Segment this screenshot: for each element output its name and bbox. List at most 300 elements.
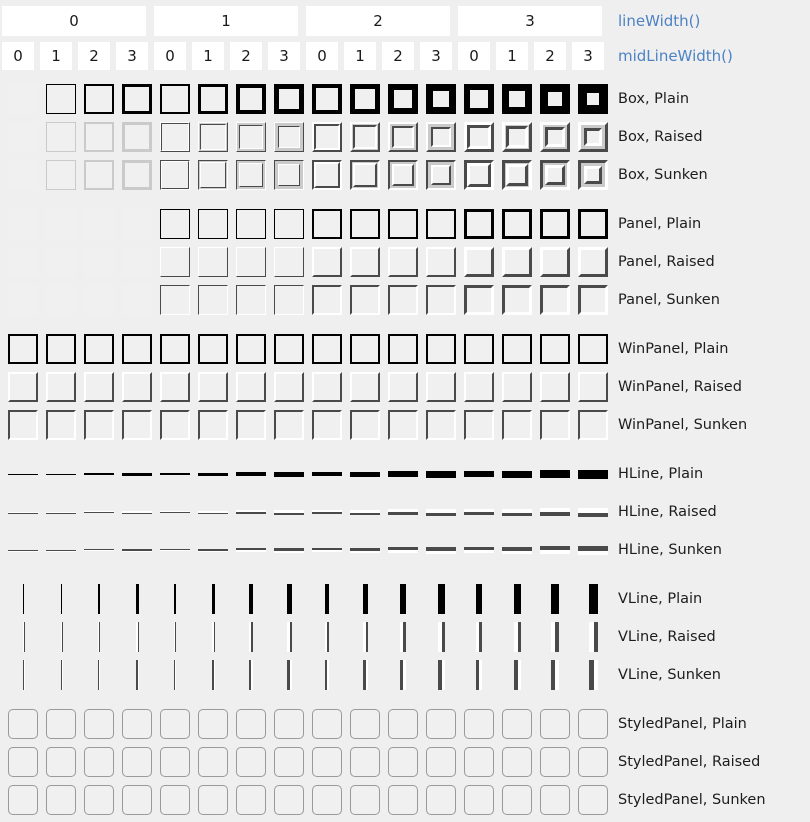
frame-cell bbox=[42, 455, 80, 493]
frame-vline-plain bbox=[160, 584, 190, 614]
vline-right-bevel bbox=[442, 660, 445, 690]
frame-cell bbox=[4, 80, 42, 118]
box-mid-line bbox=[84, 122, 114, 152]
frame-cell bbox=[498, 118, 536, 156]
hline-bottom-bevel bbox=[122, 513, 152, 514]
frame-cell bbox=[308, 493, 346, 531]
frame-panel-raised bbox=[46, 372, 76, 402]
frame-cell bbox=[232, 618, 270, 656]
vline-right-bevel bbox=[99, 622, 100, 652]
frame-cell bbox=[574, 531, 612, 569]
frame-cell bbox=[384, 531, 422, 569]
frame-box-plain bbox=[578, 84, 608, 114]
mid-line-width-cell: 3 bbox=[116, 42, 148, 70]
frame-box-sunken bbox=[464, 160, 494, 190]
frame-box-plain bbox=[464, 84, 494, 114]
hline-bottom-bevel bbox=[578, 513, 608, 517]
frame-styledpanel-sunken bbox=[464, 785, 494, 815]
mid-line-width-header-label: midLineWidth() bbox=[618, 47, 733, 65]
frame-cell bbox=[232, 406, 270, 444]
mid-line-width-cell: 1 bbox=[344, 42, 376, 70]
frame-cell bbox=[498, 531, 536, 569]
vline-plain bbox=[551, 584, 559, 614]
frame-cell bbox=[498, 243, 536, 281]
frame-panel-sunken bbox=[198, 410, 228, 440]
frame-cell bbox=[156, 781, 194, 819]
bevel-ring bbox=[506, 126, 528, 148]
frame-cell bbox=[574, 281, 612, 319]
frame-panel-plain bbox=[198, 334, 228, 364]
hline-bottom-bevel bbox=[8, 513, 38, 514]
frame-cell bbox=[574, 705, 612, 743]
hline-bottom-bevel bbox=[84, 512, 114, 513]
frame-styledpanel-plain bbox=[312, 709, 342, 739]
frame-vline-raised bbox=[426, 622, 456, 652]
frame-hline-sunken bbox=[350, 535, 380, 565]
frame-styledpanel-plain bbox=[388, 709, 418, 739]
frame-cell bbox=[308, 330, 346, 368]
frame-styledpanel-plain bbox=[198, 709, 228, 739]
frame-panel-sunken bbox=[198, 285, 228, 315]
frame-cell bbox=[384, 705, 422, 743]
frame-cell bbox=[422, 743, 460, 781]
frame-panel-sunken bbox=[540, 285, 570, 315]
frame-vline-raised bbox=[274, 622, 304, 652]
frame-cell bbox=[346, 368, 384, 406]
frame-panel-raised bbox=[46, 247, 76, 277]
frame-cell bbox=[498, 493, 536, 531]
frame-cell bbox=[80, 243, 118, 281]
frame-cell bbox=[156, 281, 194, 319]
frame-panel-plain bbox=[540, 209, 570, 239]
vline-right-bevel bbox=[594, 660, 598, 690]
frame-panel-sunken bbox=[426, 410, 456, 440]
frame-cell bbox=[270, 493, 308, 531]
frame-cell bbox=[536, 531, 574, 569]
vline-plain bbox=[476, 584, 482, 614]
frame-cell bbox=[346, 80, 384, 118]
frame-styledpanel-plain bbox=[578, 709, 608, 739]
frame-cell bbox=[118, 243, 156, 281]
frame-cell bbox=[4, 243, 42, 281]
vline-right-bevel bbox=[403, 622, 406, 652]
vline-right-bevel bbox=[175, 660, 176, 690]
hline-plain bbox=[160, 473, 190, 475]
frame-cell bbox=[422, 281, 460, 319]
row-label-hline-sunken: HLine, Sunken bbox=[618, 542, 722, 558]
frame-cell bbox=[232, 455, 270, 493]
frame-box-raised bbox=[502, 122, 532, 152]
frame-cell bbox=[270, 205, 308, 243]
frame-cell bbox=[118, 580, 156, 618]
frame-cell bbox=[270, 531, 308, 569]
frame-cell bbox=[194, 80, 232, 118]
hline-bottom-bevel bbox=[540, 512, 570, 516]
frame-vline-raised bbox=[388, 622, 418, 652]
frame-styledpanel-sunken bbox=[502, 785, 532, 815]
frame-vline-plain bbox=[312, 584, 342, 614]
frame-hline-sunken bbox=[312, 535, 342, 565]
frame-cell bbox=[536, 156, 574, 194]
frame-cell bbox=[194, 705, 232, 743]
frame-box-plain bbox=[8, 84, 38, 114]
frame-cell bbox=[308, 406, 346, 444]
frame-styledpanel-plain bbox=[502, 709, 532, 739]
frame-cell bbox=[574, 618, 612, 656]
row-label-panel-plain: Panel, Plain bbox=[618, 216, 702, 232]
frame-styledpanel-raised bbox=[502, 747, 532, 777]
frame-cell bbox=[80, 368, 118, 406]
vline-right-bevel bbox=[290, 660, 292, 690]
frame-cell bbox=[232, 493, 270, 531]
mid-line-width-cell: 1 bbox=[192, 42, 224, 70]
frame-vline-sunken bbox=[426, 660, 456, 690]
frame-cell bbox=[270, 743, 308, 781]
frame-cell bbox=[536, 580, 574, 618]
frame-cell bbox=[80, 118, 118, 156]
frame-cell bbox=[156, 656, 194, 694]
frame-cell bbox=[4, 118, 42, 156]
frame-cell bbox=[42, 493, 80, 531]
frame-cell bbox=[118, 156, 156, 194]
frame-cell bbox=[308, 580, 346, 618]
frame-box-plain bbox=[46, 84, 76, 114]
vline-plain bbox=[438, 584, 445, 614]
frame-cell bbox=[156, 455, 194, 493]
frame-cell bbox=[232, 80, 270, 118]
frame-cell bbox=[156, 493, 194, 531]
frame-cell bbox=[460, 80, 498, 118]
frame-vline-raised bbox=[236, 622, 266, 652]
frame-cell bbox=[270, 455, 308, 493]
frame-hline-sunken bbox=[160, 535, 190, 565]
frame-cell bbox=[118, 781, 156, 819]
frame-cell bbox=[422, 156, 460, 194]
mid-line-width-cell: 2 bbox=[382, 42, 414, 70]
frame-box-sunken bbox=[426, 160, 456, 190]
frame-cell bbox=[384, 243, 422, 281]
frame-hline-raised bbox=[426, 497, 456, 527]
frame-box-plain bbox=[540, 84, 570, 114]
frame-panel-raised bbox=[8, 247, 38, 277]
hline-bottom-bevel bbox=[426, 513, 456, 516]
frame-cell bbox=[4, 156, 42, 194]
frame-cell bbox=[156, 330, 194, 368]
vline-plain bbox=[174, 584, 176, 614]
frame-box-sunken bbox=[274, 160, 304, 190]
vline-plain bbox=[287, 584, 292, 614]
frame-panel-raised bbox=[312, 372, 342, 402]
frame-cell bbox=[308, 531, 346, 569]
frame-cell bbox=[308, 743, 346, 781]
frame-cell bbox=[194, 493, 232, 531]
frame-cell bbox=[232, 118, 270, 156]
frame-cell bbox=[460, 205, 498, 243]
frame-hline-plain bbox=[8, 459, 38, 489]
frame-panel-raised bbox=[8, 372, 38, 402]
frame-cell bbox=[460, 618, 498, 656]
line-width-group-cell: 2 bbox=[306, 6, 450, 36]
frame-panel-plain bbox=[388, 209, 418, 239]
frame-panel-raised bbox=[388, 372, 418, 402]
frame-cell bbox=[194, 330, 232, 368]
vline-right-bevel bbox=[251, 660, 253, 690]
frame-cell bbox=[42, 330, 80, 368]
hline-bottom-bevel bbox=[350, 513, 380, 515]
vline-right-bevel bbox=[518, 660, 521, 690]
frame-cell bbox=[536, 781, 574, 819]
frame-cell bbox=[460, 743, 498, 781]
mid-line-width-cell: 3 bbox=[420, 42, 452, 70]
frame-styledpanel-sunken bbox=[578, 785, 608, 815]
frame-hline-raised bbox=[274, 497, 304, 527]
vline-plain bbox=[136, 584, 139, 614]
frame-styledpanel-raised bbox=[46, 747, 76, 777]
frame-hline-sunken bbox=[388, 535, 418, 565]
bevel-ring bbox=[200, 162, 226, 188]
frame-styledpanel-raised bbox=[540, 747, 570, 777]
frame-cell bbox=[194, 281, 232, 319]
frame-panel-sunken bbox=[540, 410, 570, 440]
frame-hline-raised bbox=[84, 497, 114, 527]
frame-cell bbox=[384, 330, 422, 368]
frame-box-sunken bbox=[388, 160, 418, 190]
frame-styledpanel-raised bbox=[388, 747, 418, 777]
bevel-ring bbox=[239, 163, 263, 187]
frame-cell bbox=[118, 118, 156, 156]
frame-cell bbox=[460, 330, 498, 368]
frame-panel-raised bbox=[122, 247, 152, 277]
frame-cell bbox=[498, 618, 536, 656]
frame-cell bbox=[42, 243, 80, 281]
frame-vline-raised bbox=[46, 622, 76, 652]
frame-panel-raised bbox=[578, 372, 608, 402]
frame-styledpanel-raised bbox=[160, 747, 190, 777]
frame-cell bbox=[422, 580, 460, 618]
frame-hline-sunken bbox=[8, 535, 38, 565]
frame-panel-plain bbox=[84, 209, 114, 239]
frame-styledpanel-sunken bbox=[426, 785, 456, 815]
frame-cell bbox=[232, 656, 270, 694]
bevel-ring bbox=[467, 125, 491, 149]
frame-cell bbox=[384, 493, 422, 531]
hline-bottom-bevel bbox=[426, 551, 456, 554]
frame-cell bbox=[384, 281, 422, 319]
frame-hline-raised bbox=[388, 497, 418, 527]
vline-right-bevel bbox=[555, 622, 559, 652]
frame-cell bbox=[460, 531, 498, 569]
frame-cell bbox=[4, 281, 42, 319]
frame-hline-plain bbox=[46, 459, 76, 489]
frame-cell bbox=[346, 330, 384, 368]
bevel-ring bbox=[278, 164, 300, 186]
frame-cell bbox=[308, 455, 346, 493]
frame-hline-plain bbox=[198, 459, 228, 489]
frame-panel-sunken bbox=[464, 285, 494, 315]
hline-plain bbox=[350, 472, 380, 477]
frame-box-raised bbox=[274, 122, 304, 152]
frame-cell bbox=[232, 531, 270, 569]
vline-right-bevel bbox=[290, 622, 292, 652]
bevel-ring bbox=[431, 127, 451, 147]
frame-styledpanel-plain bbox=[274, 709, 304, 739]
frame-vline-raised bbox=[578, 622, 608, 652]
frame-cell bbox=[194, 205, 232, 243]
row-label-panel-sunken: Panel, Sunken bbox=[618, 292, 720, 308]
frame-cell bbox=[536, 80, 574, 118]
hline-bottom-bevel bbox=[464, 550, 494, 553]
frame-cell bbox=[498, 281, 536, 319]
frame-vline-sunken bbox=[160, 660, 190, 690]
frame-styledpanel-sunken bbox=[122, 785, 152, 815]
frame-cell bbox=[232, 705, 270, 743]
box-mid-line bbox=[122, 160, 152, 190]
frame-cell bbox=[270, 243, 308, 281]
frame-hline-raised bbox=[578, 497, 608, 527]
mid-line-width-cell: 0 bbox=[2, 42, 34, 70]
bevel-ring bbox=[545, 127, 565, 147]
frame-cell bbox=[308, 705, 346, 743]
frame-cell bbox=[4, 743, 42, 781]
frame-cell bbox=[498, 406, 536, 444]
mid-line-width-cell: 1 bbox=[496, 42, 528, 70]
frame-cell bbox=[232, 281, 270, 319]
frame-cell bbox=[156, 205, 194, 243]
frame-cell bbox=[498, 743, 536, 781]
hline-bottom-bevel bbox=[578, 551, 608, 555]
frame-cell bbox=[498, 330, 536, 368]
frame-vline-sunken bbox=[8, 660, 38, 690]
line-width-group-cell: 3 bbox=[458, 6, 602, 36]
frame-panel-plain bbox=[464, 334, 494, 364]
frame-box-plain bbox=[502, 84, 532, 114]
frame-styledpanel-raised bbox=[464, 747, 494, 777]
row-label-box-plain: Box, Plain bbox=[618, 91, 690, 107]
vline-plain bbox=[249, 584, 253, 614]
frame-vline-raised bbox=[540, 622, 570, 652]
frame-cell bbox=[346, 531, 384, 569]
frame-cell bbox=[156, 580, 194, 618]
frame-vline-raised bbox=[84, 622, 114, 652]
frame-panel-sunken bbox=[312, 285, 342, 315]
frame-cell bbox=[422, 406, 460, 444]
frame-cell bbox=[194, 368, 232, 406]
vline-plain bbox=[325, 584, 329, 614]
vline-right-bevel bbox=[442, 622, 445, 652]
frame-panel-plain bbox=[274, 334, 304, 364]
frame-cell bbox=[194, 531, 232, 569]
frame-panel-plain bbox=[502, 334, 532, 364]
frame-cell bbox=[118, 743, 156, 781]
frame-styledpanel-sunken bbox=[540, 785, 570, 815]
frame-cell bbox=[156, 531, 194, 569]
frame-cell bbox=[574, 656, 612, 694]
frame-box-raised bbox=[8, 122, 38, 152]
frame-cell bbox=[194, 781, 232, 819]
bevel-ring bbox=[353, 163, 377, 187]
frame-cell bbox=[42, 156, 80, 194]
vline-right-bevel bbox=[518, 622, 521, 652]
frame-panel-sunken bbox=[84, 285, 114, 315]
frame-hline-plain bbox=[160, 459, 190, 489]
frame-styledpanel-raised bbox=[84, 747, 114, 777]
frame-cell bbox=[270, 281, 308, 319]
frame-cell bbox=[536, 656, 574, 694]
mid-line-width-cell: 2 bbox=[78, 42, 110, 70]
frame-panel-raised bbox=[198, 372, 228, 402]
frame-panel-plain bbox=[198, 209, 228, 239]
frame-box-sunken bbox=[540, 160, 570, 190]
frame-panel-plain bbox=[46, 209, 76, 239]
frame-cell bbox=[118, 656, 156, 694]
frame-cell bbox=[4, 406, 42, 444]
mid-line-width-cell: 2 bbox=[230, 42, 262, 70]
frame-vline-raised bbox=[502, 622, 532, 652]
frame-cell bbox=[42, 743, 80, 781]
frame-cell bbox=[194, 618, 232, 656]
frame-box-sunken bbox=[502, 160, 532, 190]
frame-cell bbox=[498, 156, 536, 194]
frame-cell bbox=[498, 656, 536, 694]
frame-cell bbox=[118, 618, 156, 656]
frame-vline-sunken bbox=[578, 660, 608, 690]
frame-cell bbox=[574, 580, 612, 618]
hline-bottom-bevel bbox=[388, 550, 418, 553]
frame-cell bbox=[536, 455, 574, 493]
vline-plain bbox=[400, 584, 406, 614]
frame-hline-plain bbox=[426, 459, 456, 489]
frame-hline-sunken bbox=[236, 535, 266, 565]
frame-panel-plain bbox=[236, 334, 266, 364]
frame-panel-raised bbox=[84, 247, 114, 277]
frame-hline-sunken bbox=[426, 535, 456, 565]
frame-styledpanel-raised bbox=[274, 747, 304, 777]
frame-box-sunken bbox=[160, 160, 190, 190]
frame-cell bbox=[460, 656, 498, 694]
box-mid-line bbox=[46, 122, 76, 152]
bevel-ring bbox=[353, 125, 377, 149]
frame-styledpanel-raised bbox=[578, 747, 608, 777]
frame-box-raised bbox=[122, 122, 152, 152]
frame-cell bbox=[4, 618, 42, 656]
frame-styledpanel-plain bbox=[236, 709, 266, 739]
frame-cell bbox=[536, 618, 574, 656]
frame-cell bbox=[42, 781, 80, 819]
vline-plain bbox=[23, 584, 24, 614]
frame-styledpanel-plain bbox=[350, 709, 380, 739]
frame-panel-plain bbox=[426, 334, 456, 364]
frame-cell bbox=[80, 406, 118, 444]
frame-hline-raised bbox=[198, 497, 228, 527]
frame-hline-sunken bbox=[502, 535, 532, 565]
frame-cell bbox=[460, 455, 498, 493]
frame-cell bbox=[232, 743, 270, 781]
frame-cell bbox=[384, 205, 422, 243]
frame-cell bbox=[346, 618, 384, 656]
frame-cell bbox=[80, 455, 118, 493]
frame-cell bbox=[384, 580, 422, 618]
frame-cell bbox=[42, 618, 80, 656]
frame-panel-plain bbox=[578, 334, 608, 364]
frame-panel-raised bbox=[502, 372, 532, 402]
frame-panel-raised bbox=[350, 372, 380, 402]
frame-hline-plain bbox=[502, 459, 532, 489]
frame-cell bbox=[232, 580, 270, 618]
frame-box-plain bbox=[122, 84, 152, 114]
row-label-box-raised: Box, Raised bbox=[618, 129, 703, 145]
frame-box-plain bbox=[426, 84, 456, 114]
frame-cell bbox=[422, 330, 460, 368]
